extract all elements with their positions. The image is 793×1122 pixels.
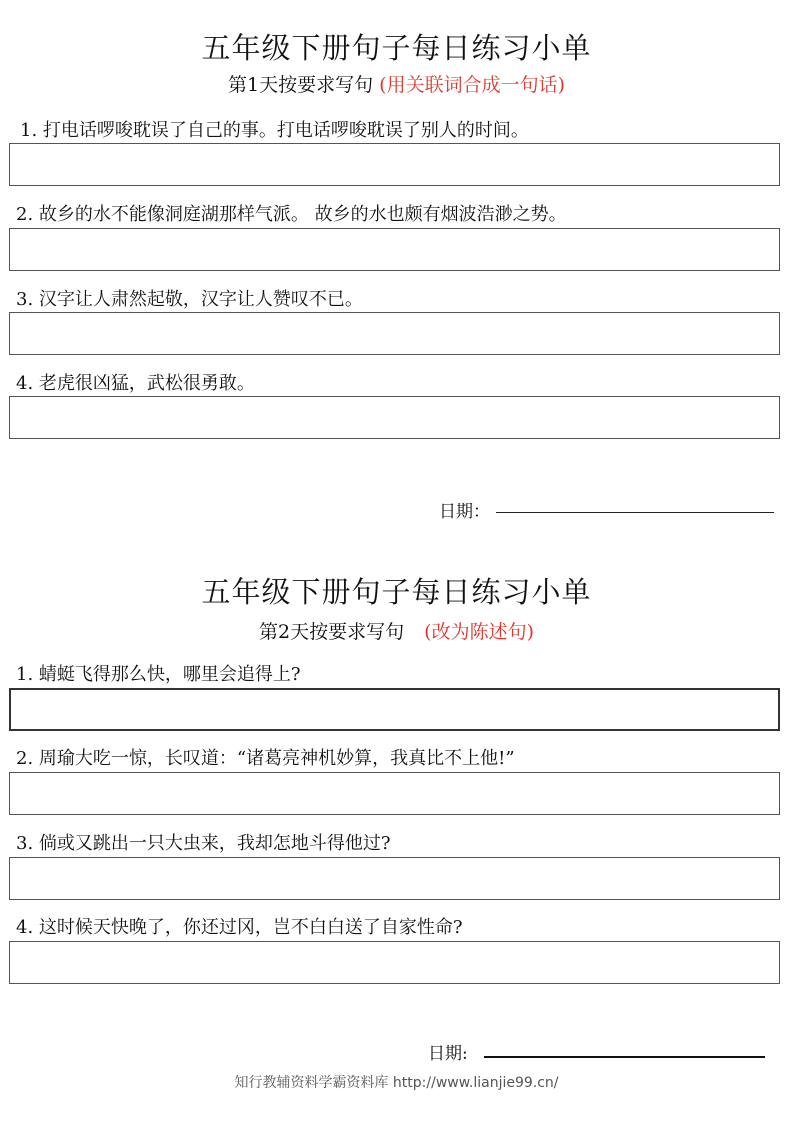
footer-watermark: 知行教辅资料学霸资料库 http://www.lianjie99.cn/ bbox=[234, 1075, 559, 1091]
sheet2-question-3: 3. 倘或又跳出一只大虫来，我却怎地斗得他过? bbox=[16, 833, 391, 854]
sheet2-answer-box-3[interactable] bbox=[9, 857, 780, 900]
sheet1-question-3: 3. 汉字让人肃然起敬，汉字让人赞叹不已。 bbox=[16, 289, 363, 310]
sheet2-answer-box-2[interactable] bbox=[9, 772, 780, 815]
sheet1-date-line[interactable] bbox=[496, 512, 774, 513]
sheet2-question-4: 4. 这时候天快晚了，你还过冈，岂不白白送了自家性命? bbox=[16, 917, 463, 938]
sheet2-question-1: 1. 蜻蜓飞得那么快，哪里会追得上? bbox=[16, 664, 301, 685]
sheet2-subtitle-main: 第2天按要求写句 bbox=[259, 621, 405, 643]
sheet2-answer-box-1[interactable] bbox=[9, 688, 780, 731]
sheet1-subtitle bbox=[0, 70, 793, 97]
sheet2-title: 五年级下册句子每日练习小单 bbox=[201, 575, 592, 609]
sheet1-date-label: 日期： bbox=[439, 502, 490, 522]
sheet2-date-line[interactable] bbox=[484, 1056, 765, 1058]
sheet1-title: 五年级下册句子每日练习小单 bbox=[201, 31, 592, 65]
sheet1-answer-box-1[interactable] bbox=[9, 143, 780, 186]
sheet1-answer-box-3[interactable] bbox=[9, 312, 780, 355]
sheet2-subtitle-note: (改为陈述句) bbox=[424, 621, 534, 643]
sheet2-date-label: 日期: bbox=[428, 1044, 468, 1064]
sheet1-answer-box-2[interactable] bbox=[9, 228, 780, 271]
sheet1-answer-box-4[interactable] bbox=[9, 396, 780, 439]
sheet1-subtitle-note: (用关联词合成一句话) bbox=[379, 74, 565, 96]
sheet2-subtitle bbox=[0, 617, 793, 644]
sheet2-question-2: 2. 周瑜大吃一惊，长叹道：“诸葛亮神机妙算，我真比不上他!” bbox=[16, 748, 515, 769]
sheet1-question-1: 1. 打电话啰唆耽误了自己的事。打电话啰唆耽误了别人的时间。 bbox=[20, 120, 529, 141]
sheet1-subtitle-main: 第1天按要求写句 bbox=[228, 74, 374, 96]
sheet1-question-2: 2. 故乡的水不能像洞庭湖那样气派。 故乡的水也颇有烟波浩渺之势。 bbox=[16, 204, 567, 225]
sheet1-question-4: 4. 老虎很凶猛，武松很勇敢。 bbox=[16, 373, 255, 394]
sheet2-answer-box-4[interactable] bbox=[9, 941, 780, 984]
